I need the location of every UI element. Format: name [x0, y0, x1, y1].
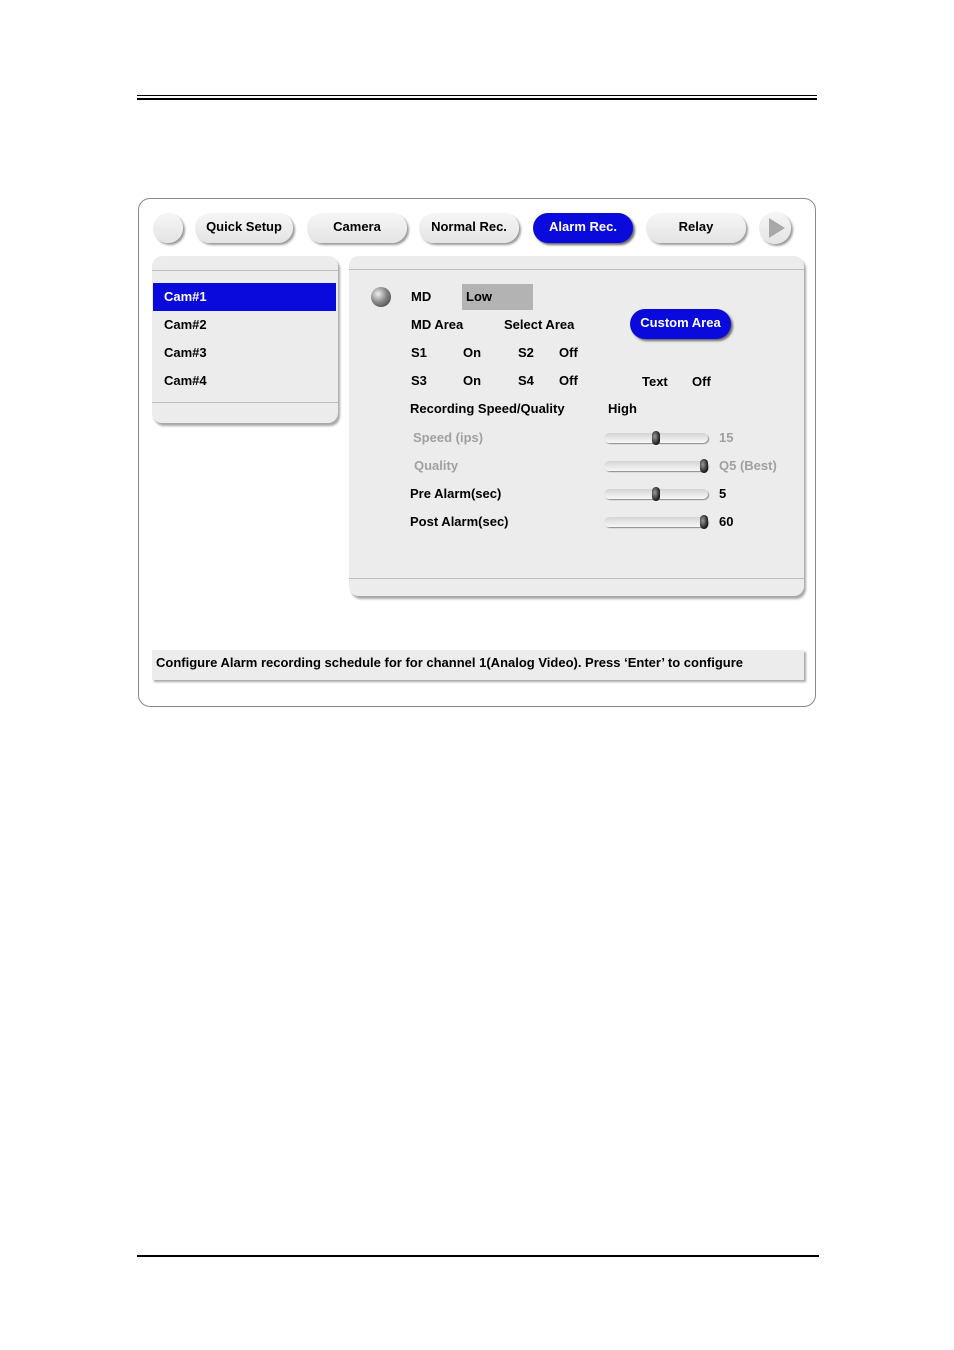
text-label: Text [642, 374, 668, 389]
tab-camera[interactable]: Camera [307, 213, 407, 243]
s3-value[interactable]: On [463, 373, 482, 388]
panel-divider [152, 402, 338, 403]
slider-track [604, 461, 708, 471]
next-tab-button[interactable] [759, 212, 791, 244]
s1-label: S1 [411, 345, 427, 360]
post-alarm-slider[interactable] [604, 516, 710, 528]
s4-label: S4 [518, 373, 534, 388]
footer-rule [137, 1255, 819, 1257]
quality-value: Q5 (Best) [719, 458, 777, 473]
quality-label: Quality [414, 458, 459, 473]
text-value[interactable]: Off [692, 374, 711, 389]
tab-alarm-rec[interactable]: Alarm Rec. [533, 213, 633, 243]
s4-value[interactable]: Off [559, 373, 578, 388]
pre-alarm-label: Pre Alarm(sec) [410, 486, 502, 501]
panel-divider [349, 269, 804, 270]
status-help-bar: Configure Alarm recording schedule for for channel 1(Analog Video). Press ‘Enter’ to configure [152, 650, 804, 680]
camera-item-cam1[interactable]: Cam#1 [153, 283, 336, 311]
tab-relay[interactable]: Relay [646, 213, 746, 243]
speed-label: Speed (ips) [413, 430, 484, 445]
slider-thumb[interactable] [700, 459, 708, 473]
md-area-select[interactable]: Select Area [504, 317, 575, 332]
md-sensitivity-select[interactable]: Low [462, 284, 533, 310]
md-area-label: MD Area [411, 317, 464, 332]
alarm-settings-panel [349, 256, 804, 596]
header-rule-thick [137, 98, 817, 100]
slider-thumb[interactable] [700, 515, 708, 529]
header-rule [137, 95, 817, 96]
panel-divider [152, 270, 338, 271]
post-alarm-value: 60 [719, 514, 734, 529]
play-arrow-icon [759, 212, 791, 244]
s2-label: S2 [518, 345, 534, 360]
panel-divider [349, 578, 804, 579]
custom-area-button[interactable]: Custom Area [630, 309, 731, 339]
tab-normal-rec[interactable]: Normal Rec. [419, 213, 519, 243]
speed-slider[interactable] [604, 432, 710, 444]
slider-thumb[interactable] [652, 487, 660, 501]
camera-list-panel [152, 256, 338, 423]
slider-thumb[interactable] [652, 431, 660, 445]
menu-round-button[interactable] [153, 213, 183, 243]
md-label: MD [411, 289, 432, 304]
s3-label: S3 [411, 373, 427, 388]
rec-speed-quality-label: Recording Speed/Quality [410, 401, 565, 416]
focus-bullet-icon [371, 287, 391, 307]
camera-item-cam3[interactable]: Cam#3 [164, 345, 207, 360]
post-alarm-label: Post Alarm(sec) [410, 514, 509, 529]
s2-value[interactable]: Off [559, 345, 578, 360]
tab-quick-setup[interactable]: Quick Setup [195, 213, 293, 243]
s1-value[interactable]: On [463, 345, 482, 360]
speed-value: 15 [719, 430, 734, 445]
camera-item-cam2[interactable]: Cam#2 [164, 317, 207, 332]
camera-item-cam4[interactable]: Cam#4 [164, 373, 207, 388]
quality-slider[interactable] [604, 460, 710, 472]
slider-track [604, 517, 708, 527]
pre-alarm-slider[interactable] [604, 488, 710, 500]
pre-alarm-value: 5 [719, 486, 727, 501]
rec-speed-quality-value[interactable]: High [608, 401, 637, 416]
